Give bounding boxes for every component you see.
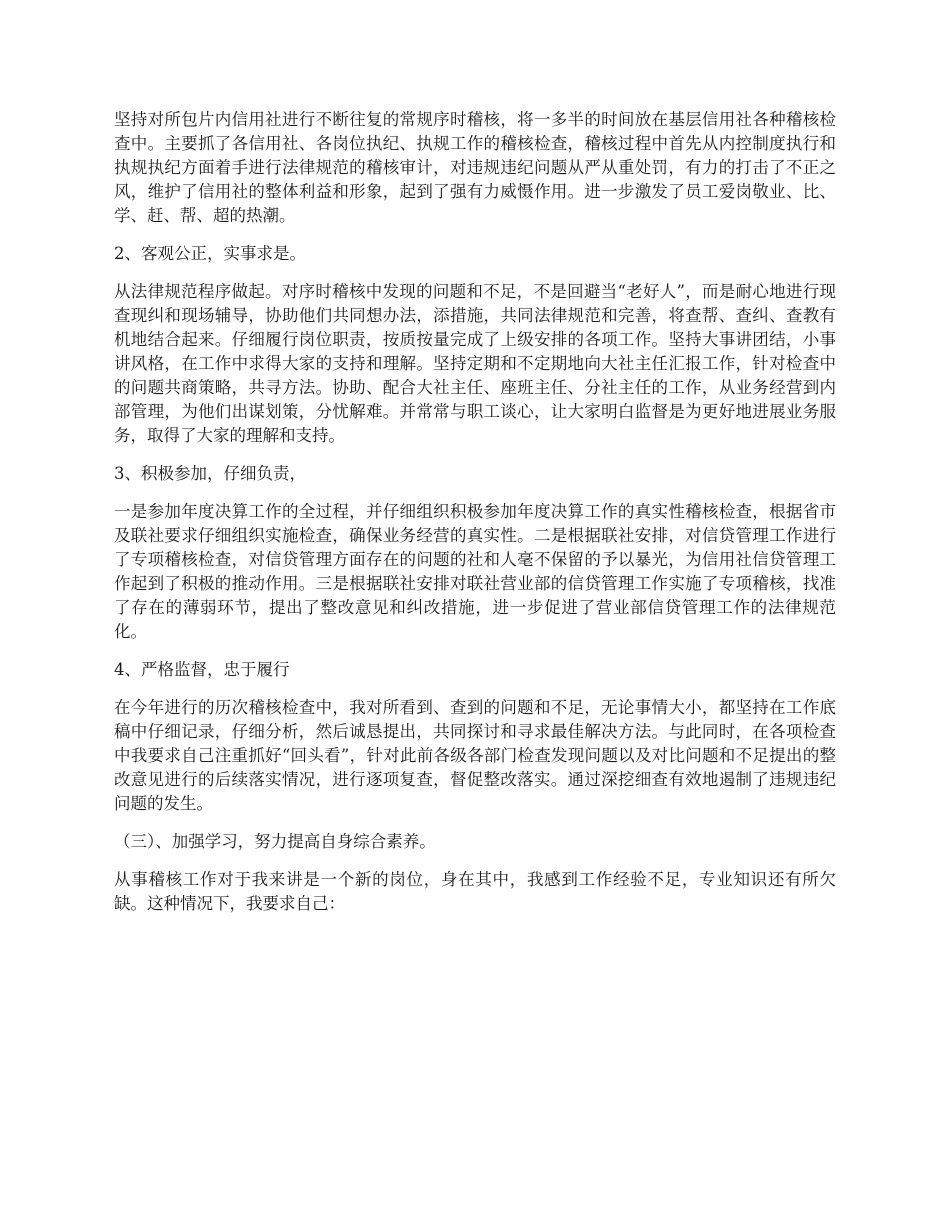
section-heading: 2、客观公正，实事求是。	[114, 244, 306, 263]
section-heading: 4、严格监督，忠于履行	[114, 660, 290, 679]
body-paragraph: 一是参加年度决算工作的全过程，并仔细组织积极参加年度决算工作的真实性稽核检查，根据省市及联社要求仔细组织实施检查，确保业务经营的真实性。二是根据联社安排，对信贷管理工作进行了专项稽核检查，对信贷管理方面存在的问题的社和人毫不保留的予以暴光，为信用社信贷管理工作起到了积极的推动作用。三是根据联社安排对联社营业部的信贷管理工作实施了专项稽核，找准了存在的薄弱环节，提出了整改意见和纠改措施，进一步促进了营业部信贷管理工作的法律规范化。	[114, 502, 836, 641]
body-paragraph: 在今年进行的历次稽核检查中，我对所看到、查到的问题和不足，无论事情大小，都坚持在工作底稿中仔细记录，仔细分析，然后诚恳提出，共同探讨和寻求最佳解决方法。与此同时，在各项检查中我要求自己注重抓好“回头看”，针对此前各级各部门检查发现问题以及对比问题和不足提出的整改意见进行的后续落实情况，进行逐项复查，督促整改落实。通过深挖细查有效地遏制了违规违纪问题的发生。	[114, 698, 836, 813]
document-body	[114, 108, 836, 930]
body-paragraph: 从法律规范程序做起。对序时稽核中发现的问题和不足，不是回避当“老好人”，而是耐心地进行现查现纠和现场辅导，协助他们共同想办法，添措施，共同法律规范和完善，将查帮、查纠、查教有机地结合起来。仔细履行岗位职责，按质按量完成了上级安排的各项工作。坚持大事讲团结，小事讲风格，在工作中求得大家的支持和理解。坚持定期和不定期地向大社主任汇报工作，针对检查中的问题共商策略，共寻方法。协助、配合大社主任、座班主任、分社主任的工作，从业务经营到内部管理，为他们出谋划策，分忧解难。并常常与职工谈心，让大家明白监督是为更好地进展业务服务，取得了大家的理解和支持。	[114, 282, 836, 445]
body-paragraph: 坚持对所包片内信用社进行不断往复的常规序时稽核，将一多半的时间放在基层信用社各种稽核检查中。主要抓了各信用社、各岗位执纪、执规工作的稽核检查，稽核过程中首先从内控制度执行和执规执纪方面着手进行法律规范的稽核审计，对违规违纪问题从严从重处罚，有力的打击了不正之风，维护了信用社的整体利益和形象，起到了强有力威慑作用。进一步激发了员工爱岗敬业、比、学、赶、帮、超的热潮。	[114, 110, 836, 225]
section-heading: （三）、加强学习，努力提高自身综合素养。	[114, 832, 436, 851]
section-heading: 3、积极参加，仔细负责，	[114, 464, 306, 483]
body-paragraph: 从事稽核工作对于我来讲是一个新的岗位，身在其中，我感到工作经验不足，专业知识还有所欠缺。这种情况下，我要求自己：	[114, 870, 836, 913]
